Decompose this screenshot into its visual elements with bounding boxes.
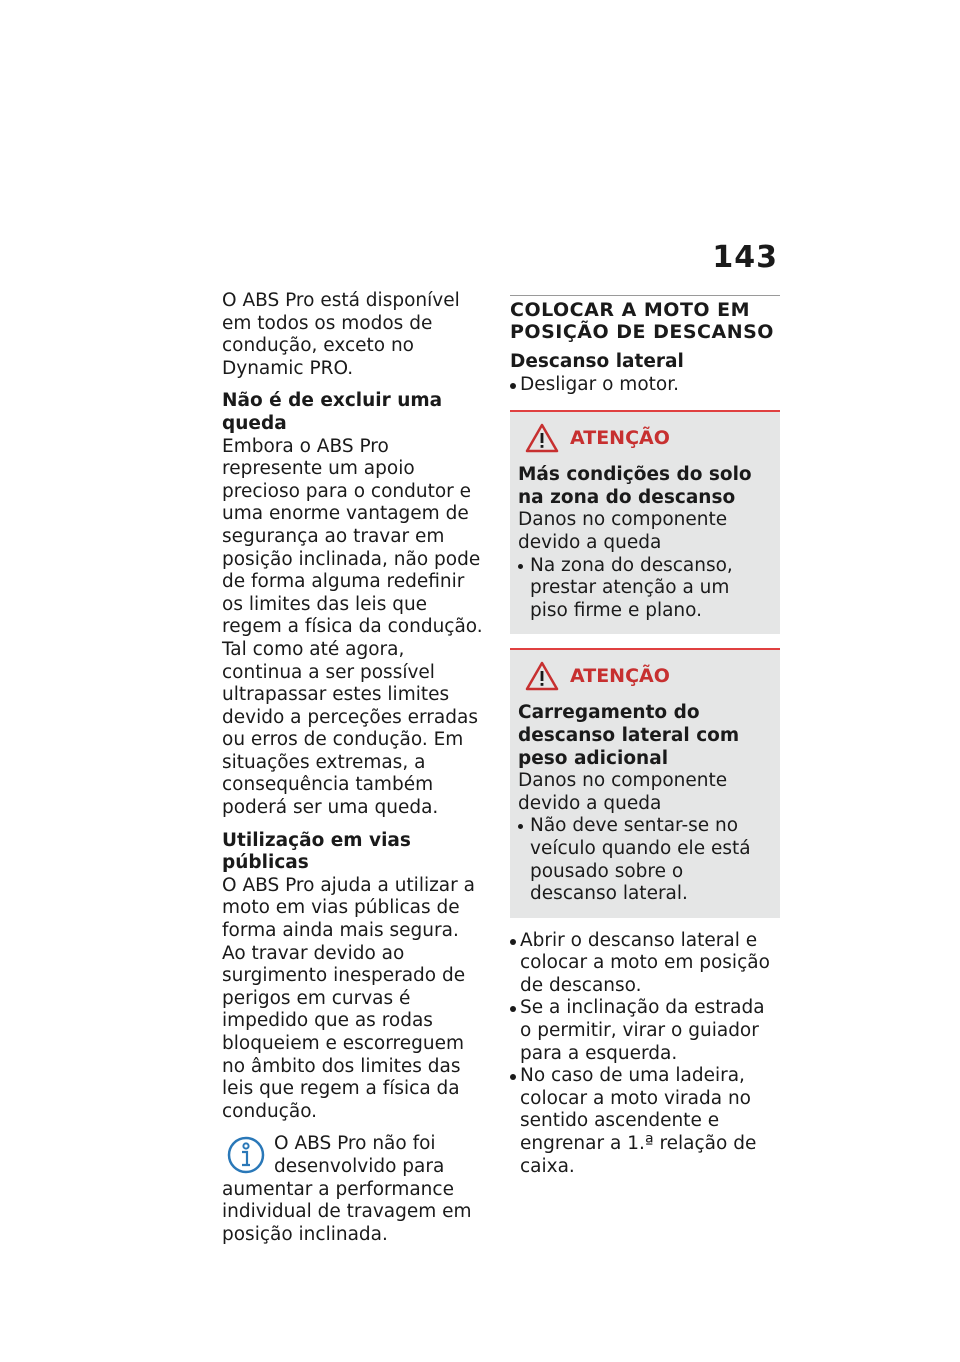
warning-action: Não deve sentar-se no veículo quando ele está pousado sobre o descanso lateral.: [518, 815, 772, 905]
left-column: [222, 290, 488, 1246]
info-icon: [226, 1135, 266, 1175]
info-note: [222, 1133, 488, 1246]
warning-box: [510, 648, 780, 917]
info-note-text: O ABS Pro não foi desenvolvido para aumentar a performance individual de travagem em posição inclinada.: [222, 1133, 472, 1245]
warning-triangle-icon: [524, 660, 560, 692]
page-number: 143: [712, 240, 778, 275]
right-column: [510, 295, 780, 1178]
step-item: Se a inclinação da estrada o permitir, virar o guiador para a esquerda.: [510, 997, 780, 1065]
warning-action: Na zona do descanso, prestar atenção a um piso firme e plano.: [518, 555, 772, 623]
section2-heading: Utilização em vias públicas: [222, 829, 411, 874]
warning-heading: Carregamento do descanso lateral com peso adicional: [518, 702, 740, 769]
section-title: COLOCAR A MOTO EM POSIÇÃO DE DESCANSO: [510, 295, 780, 343]
warning-consequence: Danos no componente devido a queda: [518, 770, 728, 814]
step-item: No caso de uma ladeira, colocar a moto virada no sentido ascendente e engrenar a 1.ª relação de caixa.: [510, 1065, 780, 1178]
sub-heading: Descanso lateral: [510, 351, 684, 372]
warning-heading: Más condições do solo na zona do descanso: [518, 464, 752, 508]
intro-paragraph: O ABS Pro está disponível em todos os modos de condução, exceto no Dynamic PRO.: [222, 290, 460, 379]
warning-triangle-icon: [524, 422, 560, 454]
warning-box: [510, 410, 780, 634]
steps-list: [510, 930, 780, 1179]
step-item: Abrir o descanso lateral e colocar a moto em posição de descanso.: [510, 930, 780, 998]
warning-title: ATENÇÃO: [570, 426, 670, 449]
warning-consequence: Danos no componente devido a queda: [518, 509, 728, 553]
section1-body: Embora o ABS Pro represente um apoio precioso para o condutor e uma enorme vantagem de segurança ao travar em posição inclinada, não pode de forma alguma redefinir os limites das leis que regem a física da condução. Tal como até agora, continua a ser possível ultrapassar estes limites devido a perceções erradas ou erros de condução. Em situações extremas, a consequência também poderá ser uma queda.: [222, 435, 483, 819]
warning-header: [518, 422, 772, 454]
section2-body: O ABS Pro ajuda a utilizar a moto em vias públicas de forma ainda mais segura. Ao travar devido ao surgimento inesperado de perigos em curvas é impedido que as rodas bloqueiem e escorreguem no âmbito dos limites das leis que regem a física da condução.: [222, 874, 475, 1122]
warning-header: [518, 660, 772, 692]
step-item: Desligar o motor.: [510, 374, 780, 397]
section1-heading: Não é de excluir uma queda: [222, 390, 443, 434]
warning-title: ATENÇÃO: [570, 665, 670, 688]
